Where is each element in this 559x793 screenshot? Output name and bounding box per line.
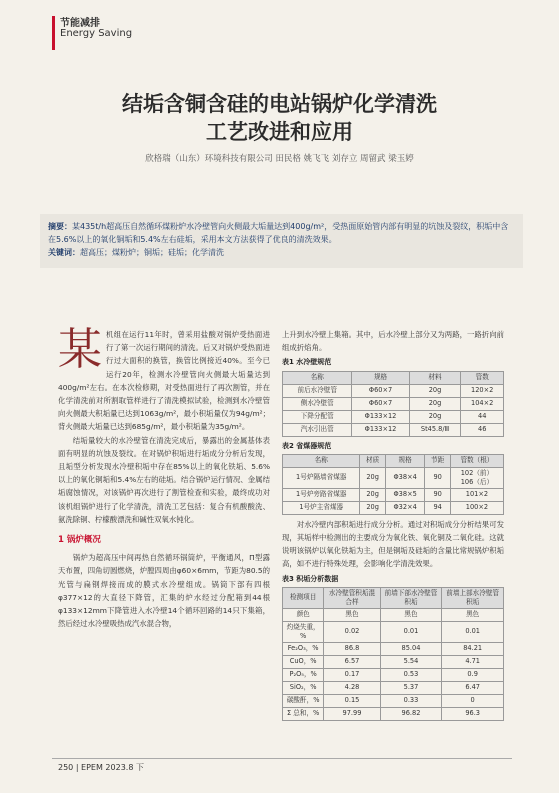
- table-header-cell: 名称: [283, 371, 352, 384]
- table-cell: 0.01: [442, 621, 504, 642]
- abstract-text: 某435t/h超高压自然循环煤粉炉水冷壁管向火侧最大垢量达到400g/m²，受热面原始管内部有明显的坑蚀及裂纹，积垢中含在5.6%以上的氧化铜垢和5.4%左右硅垢，采用本文方法获得了优良的清洗效果。: [48, 222, 509, 244]
- table-cell: Φ38×5: [385, 488, 425, 501]
- table-cell: 4.28: [324, 681, 380, 694]
- table-header-cell: 材质: [360, 454, 385, 467]
- table-header-cell: 材料: [409, 371, 461, 384]
- table-row: [283, 707, 504, 720]
- table-row: [283, 488, 504, 501]
- table-cell: 20g: [409, 384, 461, 397]
- table-cell: 120×2: [461, 384, 504, 397]
- table-cell: 0.33: [380, 694, 442, 707]
- table-cell: 20g: [409, 410, 461, 423]
- table-cell: 灼烧失重，%: [283, 621, 324, 642]
- table-cell: 0.53: [380, 668, 442, 681]
- table-cell: 6.47: [442, 681, 504, 694]
- table-scale-analysis: [282, 587, 504, 721]
- table-cell: 汽水引出管: [283, 423, 352, 436]
- keywords-text: 超高压；煤粉炉；铜垢；硅垢；化学清洗: [80, 248, 224, 257]
- table-row: [283, 681, 504, 694]
- table-row: [283, 423, 504, 436]
- table-header-cell: 节距: [425, 454, 450, 467]
- table-cell: Φ133×12: [352, 423, 409, 436]
- table-cell: 20g: [360, 501, 385, 514]
- table-cell: 0.17: [324, 668, 380, 681]
- table-cell: Φ32×4: [385, 501, 425, 514]
- table-header-cell: 规格: [385, 454, 425, 467]
- table-cell: 44: [461, 410, 504, 423]
- table-cell: Σ 总和，%: [283, 707, 324, 720]
- table-row: [283, 608, 504, 621]
- table-cell: 0.01: [380, 621, 442, 642]
- table-cell: 85.04: [380, 642, 442, 655]
- table-row: [283, 642, 504, 655]
- table-header-cell: 管数（根）: [450, 454, 503, 467]
- table3-caption: 表3 积垢分析数据: [282, 574, 339, 583]
- table-cell: 0.02: [324, 621, 380, 642]
- table-cell: 6.57: [324, 655, 380, 668]
- table-cell: 104×2: [461, 397, 504, 410]
- table-cell: 86.8: [324, 642, 380, 655]
- table1-caption: 表1 水冷壁规范: [282, 358, 332, 367]
- table-cell: 20g: [360, 467, 385, 488]
- table-cell: 1号炉主省煤器: [283, 501, 360, 514]
- table-cell: 1号炉隔墙省煤器: [283, 467, 360, 488]
- table-row: [283, 668, 504, 681]
- table-cell: 1号炉旁路省煤器: [283, 488, 360, 501]
- section-label-cn: 节能减排: [60, 18, 100, 29]
- table-cell: 96.82: [380, 707, 442, 720]
- table-row: [283, 655, 504, 668]
- table-cell: 黑色: [324, 608, 380, 621]
- table-header-cell: 水冷壁管积垢混合样: [324, 587, 380, 608]
- table-row: [283, 397, 504, 410]
- paragraph: 机组在运行11年时，曾采用盐酸对锅炉受热面进行了第一次运行期间的清洗。后又对锅炉受热面进行过大面积的换管，换管比例接近40%。至今已运行20年，检测水冷壁管向火侧最大垢量达到400g/m²左右。在本次检修期，对受热面进行了再次割管，并在化学清洗前对所割取管样进行了清洗模拟试验，检测到水冷壁管向火侧最大积垢量已达到1063g/m²，最小积垢量仅为94g/m²；背火侧最大垢量已达到685g/m²，最小积垢量为35g/m²。: [58, 330, 270, 432]
- table-cell: 黑色: [380, 608, 442, 621]
- paragraph: 上升到水冷壁上集箱。其中，后水冷壁上部分又为两路，一路折向前组成折焰角。: [282, 330, 504, 353]
- table-row: [283, 501, 504, 514]
- authors: 欣格瑞（山东）环境科技有限公司 田民格 姚飞飞 刘存立 周留武 梁玉婷: [145, 154, 414, 164]
- table-header-cell: 前墙下部水冷壁管积垢: [380, 587, 442, 608]
- table-cell: 4.71: [442, 655, 504, 668]
- table-cell: CuO，%: [283, 655, 324, 668]
- table-cell: 下降分配管: [283, 410, 352, 423]
- abstract-box: [40, 214, 523, 268]
- table-cell: 96.3: [442, 707, 504, 720]
- drop-cap: 某: [58, 324, 102, 375]
- section-heading: 1 锅炉概况: [58, 535, 101, 546]
- table-cell: 0.9: [442, 668, 504, 681]
- table-cell: 84.21: [442, 642, 504, 655]
- table-cell: 侧水冷壁管: [283, 397, 352, 410]
- table-header-cell: 前墙上部水冷壁管积垢: [442, 587, 504, 608]
- table-row: [283, 694, 504, 707]
- table-row: [283, 384, 504, 397]
- header-accent-bar: [52, 16, 55, 50]
- table-header-cell: 管数: [461, 371, 504, 384]
- table-row: [283, 467, 504, 488]
- table-cell: Fe₂O₃，%: [283, 642, 324, 655]
- table-cell: 46: [461, 423, 504, 436]
- article-title-line2: 工艺改进和应用: [206, 120, 353, 144]
- footer-rule: [52, 758, 512, 759]
- table-cell: 5.37: [380, 681, 442, 694]
- table-cell: 0: [442, 694, 504, 707]
- table-cell: 黑色: [442, 608, 504, 621]
- table-cell: 20g: [360, 488, 385, 501]
- table-cell: 97.99: [324, 707, 380, 720]
- table-header-cell: 规格: [352, 371, 409, 384]
- table-cell: Φ60×7: [352, 397, 409, 410]
- table-cell: 前后水冷壁管: [283, 384, 352, 397]
- table-cell: 102（前） 106（后）: [450, 467, 503, 488]
- footer-text: 250 | EPEM 2023.8 下: [58, 763, 144, 772]
- abstract-label: 摘要：: [48, 222, 72, 231]
- table-cell: 101×2: [450, 488, 503, 501]
- table-cell: 94: [425, 501, 450, 514]
- right-column: [282, 328, 504, 724]
- paragraph: 锅炉为超高压中间再热自然循环锅筒炉，平衡通风，Π型露天布置，四角切圆燃烧，炉膛四周由φ60×6mm，节距为80.5的光管与扁钢焊接而成的膜式水冷壁组成。锅筒下部有四根φ377×12的大直径下降管，汇集的炉水经过分配箱到44根φ133×12mm下降管进入水冷壁14个循环回路的14只下集箱，然后经过水冷壁吸热成汽水混合物，: [58, 553, 270, 629]
- table-cell: 0.15: [324, 694, 380, 707]
- table-cell: Φ133×12: [352, 410, 409, 423]
- table-header-cell: 检测项目: [283, 587, 324, 608]
- article-title-line1: 结垢含铜含硅的电站锅炉化学清洗: [122, 92, 437, 116]
- table-water-wall: [282, 371, 504, 437]
- table-row: [283, 410, 504, 423]
- table2-caption: 表2 省煤器规范: [282, 441, 332, 450]
- table-row: [283, 621, 504, 642]
- table-cell: SiO₂，%: [283, 681, 324, 694]
- table-cell: Φ38×4: [385, 467, 425, 488]
- table-cell: 90: [425, 488, 450, 501]
- table-cell: 20g: [409, 397, 461, 410]
- table-header-cell: 名称: [283, 454, 360, 467]
- table-economizer: [282, 454, 504, 515]
- table-cell: 颜色: [283, 608, 324, 621]
- left-column: [58, 324, 270, 630]
- paragraph: 结垢量较大的水冷壁管在清洗完成后，暴露出的金属基体表面有明显的坑蚀及裂纹。在对锅炉积垢进行垢成分分析后发现，且垢型分析发现水冷壁积垢中存在85%以上的氧化铁垢、5.6%以上的氧化铜垢和5.4%左右的硅垢。结合锅炉运行情况、金属结垢腐蚀情况，对该锅炉再次进行了割管检查和实验，最终成功对该机组锅炉进行了化学清洗，清洗工艺包括：复合有机酸酸洗、氨洗除铜、柠檬酸漂洗和碱性双氧水钝化。: [58, 435, 270, 524]
- page-footer: [58, 762, 144, 773]
- section-label-en: Energy Saving: [60, 28, 133, 39]
- keywords-label: 关键词：: [48, 248, 80, 257]
- table-cell: 100×2: [450, 501, 503, 514]
- table-cell: P₂O₅，%: [283, 668, 324, 681]
- table-cell: Φ60×7: [352, 384, 409, 397]
- table-cell: 5.54: [380, 655, 442, 668]
- table-cell: St45.8/Ⅲ: [409, 423, 461, 436]
- table-cell: 90: [425, 467, 450, 488]
- paragraph: 对水冷壁内部积垢进行成分分析。通过对积垢成分分析结果可发现，其垢样中检测出的主要成分为氧化铁、氧化铜及二氧化硅。这就说明该锅炉以氧化铁垢为主，但是铜垢及硅垢的含量比常规锅炉积垢高，如不进行特殊处理，会影响化学清洗效果。: [282, 519, 504, 569]
- table-cell: 碳酸酐，%: [283, 694, 324, 707]
